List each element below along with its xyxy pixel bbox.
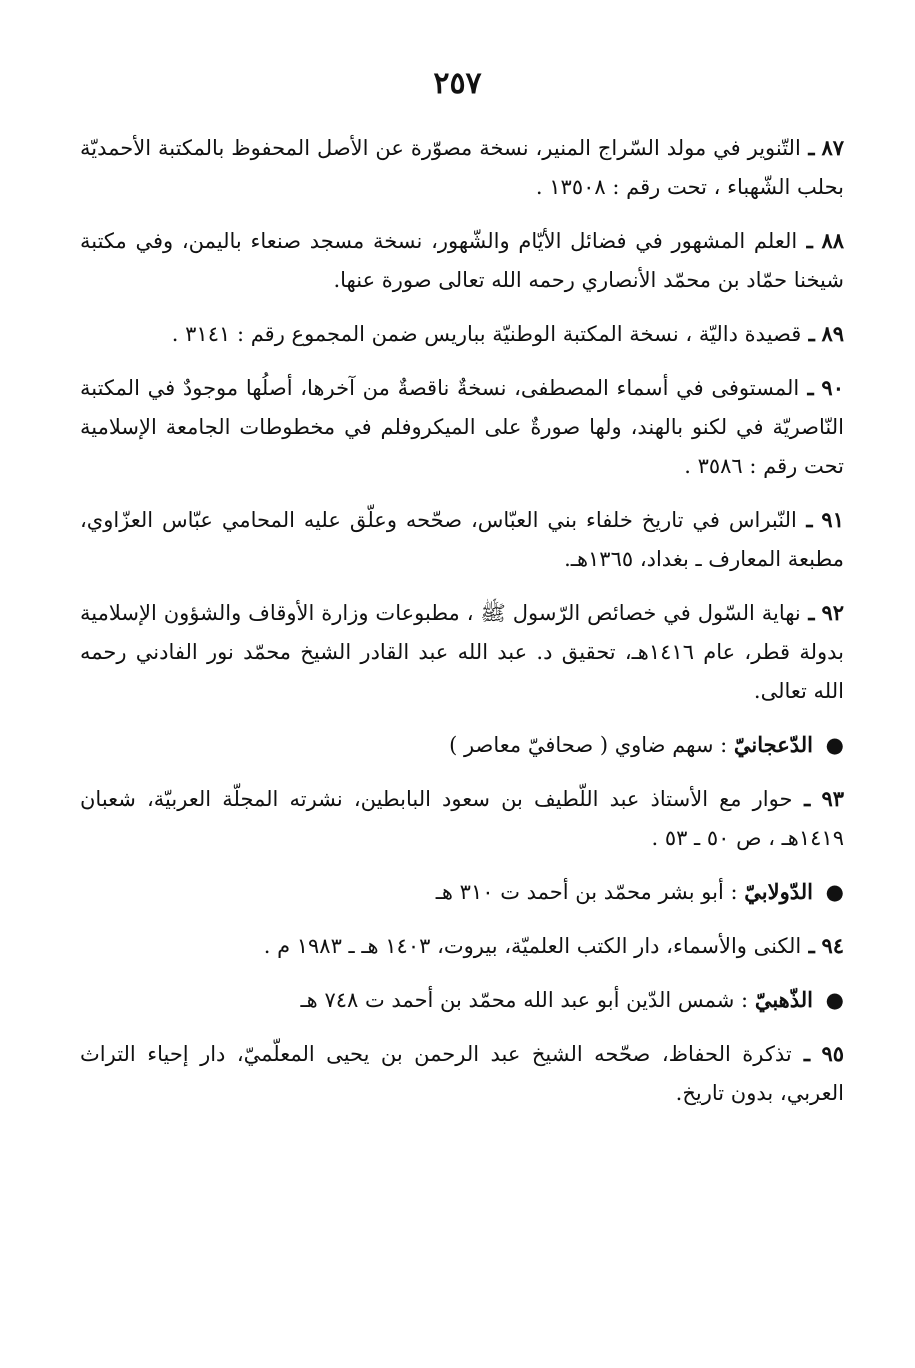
bibliography-entry-88: ٨٨ ـ العلم المشهور في فضائل الأيّام والشّهور، نسخة مسجد صنعاء باليمن، وفي مكتبة شيخنا حمّاد بن محمّد الأنصاري رحمه الله تعالى صورة عنها.: [80, 228, 844, 292]
bibliography-entry-95: ٩٥ ـ تذكرة الحفاظ، صحّحه الشيخ عبد الرحمن بن يحيى المعلّميّ، دار إحياء التراث العربي، بدون تاريخ.: [80, 1041, 845, 1105]
bibliography-entry-92: ٩٢ ـ نهاية السّول في خصائص الرّسول ﷺ ، مطبوعات وزارة الأوقاف والشؤون الإسلامية بدولة قطر، عام ١٤١٦هـ، تحقيق د. عبد الله عبد القادر الشيخ محمّد نور الفادني رحمه الله تعالى.: [80, 600, 844, 703]
entry-text: تذكرة الحفاظ، صحّحه الشيخ عبد الرحمن بن يحيى المعلّميّ، دار إحياء التراث العربي، بدون تاريخ.: [80, 1042, 844, 1105]
entry-number: ٨٩: [821, 321, 844, 346]
author-heading-dhahabi: [80, 980, 844, 1020]
bullet-icon: ●: [825, 987, 844, 1012]
page-number: ٢٥٧: [433, 66, 482, 101]
bullet-icon: ●: [825, 732, 844, 757]
entry-number: ٩١: [821, 507, 844, 532]
entry-number: ٩٤: [821, 933, 844, 958]
bibliography-entry-91: ٩١ ـ النّبراس في تاريخ خلفاء بني العبّاس، صحّحه وعلّق عليه المحامي عبّاس العزّاوي، مطبعة المعارف ـ بغداد، ١٣٦٥هـ.: [80, 507, 844, 571]
entry-text: نهاية السّول في خصائص الرّسول ﷺ ، مطبوعات وزارة الأوقاف والشؤون الإسلامية بدولة قطر، عام ١٤١٦هـ، تحقيق د. عبد الله عبد القادر الشيخ محمّد نور الفادني رحمه الله تعالى.: [80, 601, 844, 703]
entry-text: قصيدة داليّة ، نسخة المكتبة الوطنيّة بباريس ضمن المجموع رقم : ٣١٤١ .: [171, 322, 802, 346]
bibliography-list: [80, 128, 844, 1127]
author-name: الذّهبيّ: [754, 987, 813, 1012]
author-name: الدّولابيّ: [744, 879, 813, 904]
bibliography-entry-87: ٨٧ ـ التّنوير في مولد السّراج المنير، نسخة مصوّرة عن الأصل المحفوظ بالمكتبة الأحمديّة بحلب الشّهباء ، تحت رقم : ١٣٥٠٨ .: [80, 135, 844, 199]
author-description: : أبو بشر محمّد بن أحمد ت ٣١٠ هـ: [435, 880, 738, 904]
entry-number: ٩٣: [821, 786, 844, 811]
entry-text: الكنى والأسماء، دار الكتب العلميّة، بيروت، ١٤٠٣ هـ ـ ١٩٨٣ م .: [263, 934, 802, 958]
author-name: الدّعجانيّ: [733, 732, 813, 757]
entry-text: العلم المشهور في فضائل الأيّام والشّهور، نسخة مسجد صنعاء باليمن، وفي مكتبة شيخنا حمّاد بن محمّد الأنصاري رحمه الله تعالى صورة عنها.: [80, 229, 844, 292]
bibliography-entry-93: ٩٣ ـ حوار مع الأستاذ عبد اللّطيف بن سعود البابطين، نشرته المجلّة العربيّة، شعبان ١٤١٩هـ ، ص ٥٠ ـ ٥٣ .: [80, 786, 844, 850]
entry-number: ٩٠: [821, 375, 844, 400]
entry-text: النّبراس في تاريخ خلفاء بني العبّاس، صحّحه وعلّق عليه المحامي عبّاس العزّاوي، مطبعة المعارف ـ بغداد، ١٣٦٥هـ.: [80, 508, 844, 571]
entry-number: ٩٥: [821, 1041, 845, 1066]
bibliography-entry-89: ٨٩ ـ قصيدة داليّة ، نسخة المكتبة الوطنيّة بباريس ضمن المجموع رقم : ٣١٤١ .: [171, 321, 844, 346]
author-heading-dulabi: [80, 872, 844, 912]
entry-text: حوار مع الأستاذ عبد اللّطيف بن سعود البابطين، نشرته المجلّة العربيّة، شعبان ١٤١٩هـ ، ص ٥٠ ـ ٥٣ .: [80, 787, 844, 850]
author-description: : سهم ضاوي ( صحافيّ معاصر ): [449, 733, 728, 757]
entry-text: التّنوير في مولد السّراج المنير، نسخة مصوّرة عن الأصل المحفوظ بالمكتبة الأحمديّة بحلب الشّهباء ، تحت رقم : ١٣٥٠٨ .: [80, 136, 844, 199]
author-heading-dajani: [80, 725, 844, 765]
author-description: : شمس الدّين أبو عبد الله محمّد بن أحمد ت ٧٤٨ هـ: [300, 988, 749, 1012]
bibliography-entry-90: ٩٠ ـ المستوفى في أسماء المصطفى، نسخةٌ ناقصةٌ من آخرها، أصلُها موجودٌ في المكتبة النّاصريّة في لكنو بالهند، ولها صورةٌ على الميكروفلم في مخطوطات الجامعة الإسلامية تحت رقم : ٣٥٨٦ .: [80, 375, 844, 478]
entry-number: ٨٨: [821, 228, 844, 253]
bibliography-entry-94: ٩٤ ـ الكنى والأسماء، دار الكتب العلميّة، بيروت، ١٤٠٣ هـ ـ ١٩٨٣ م .: [263, 933, 844, 958]
bullet-icon: ●: [825, 879, 844, 904]
entry-number: ٨٧: [821, 135, 844, 160]
entry-number: ٩٢: [821, 600, 844, 625]
entry-text: المستوفى في أسماء المصطفى، نسخةٌ ناقصةٌ من آخرها، أصلُها موجودٌ في المكتبة النّاصريّة في لكنو بالهند، ولها صورةٌ على الميكروفلم في مخطوطات الجامعة الإسلامية تحت رقم : ٣٥٨٦ .: [80, 376, 844, 478]
